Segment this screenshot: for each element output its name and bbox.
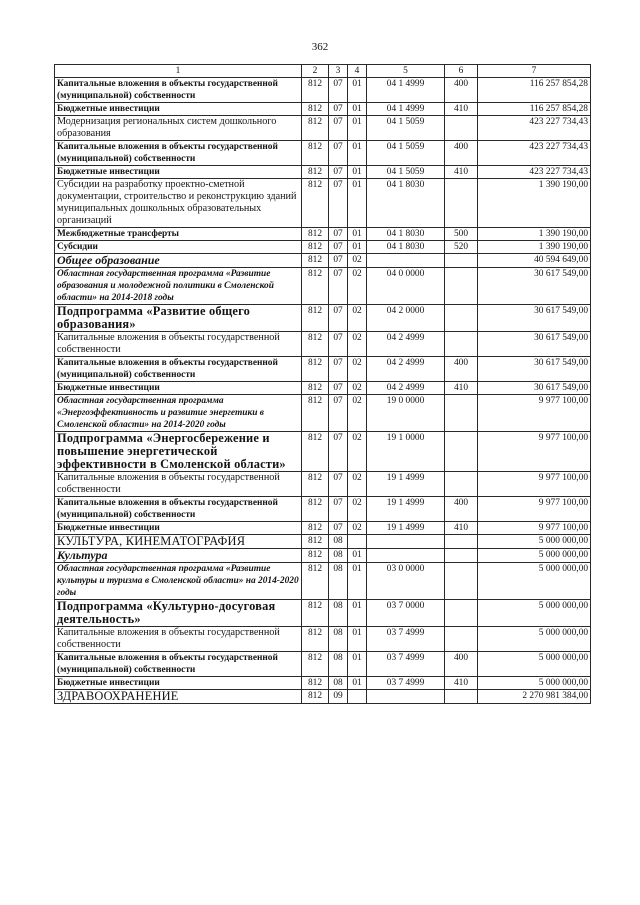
ministry-code-cell: 812 xyxy=(302,535,329,549)
amount-cell: 1 390 190,00 xyxy=(478,228,591,241)
section-code-cell: 07 xyxy=(329,141,348,166)
expense-type-cell: 410 xyxy=(445,103,478,116)
table-row xyxy=(55,549,591,563)
ministry-code-cell: 812 xyxy=(302,179,329,228)
row-name-cell: Подпрограмма «Культурно-досуговая деятельность» xyxy=(55,600,302,627)
row-name-cell: Капитальные вложения в объекты государственной собственности xyxy=(55,332,302,357)
section-code-cell: 07 xyxy=(329,357,348,382)
amount-cell: 9 977 100,00 xyxy=(478,432,591,472)
ministry-code-cell: 812 xyxy=(302,254,329,268)
subsection-code-cell: 01 xyxy=(348,563,367,600)
section-code-cell: 07 xyxy=(329,78,348,103)
expense-type-cell xyxy=(445,690,478,704)
target-article-cell: 19 1 0000 xyxy=(367,432,445,472)
amount-cell: 423 227 734,43 xyxy=(478,116,591,141)
subsection-code-cell: 02 xyxy=(348,382,367,395)
header-cell: 7 xyxy=(478,65,591,78)
ministry-code-cell: 812 xyxy=(302,497,329,522)
target-article-cell: 19 1 4999 xyxy=(367,497,445,522)
subsection-code-cell: 02 xyxy=(348,332,367,357)
subsection-code-cell: 01 xyxy=(348,103,367,116)
amount-cell: 5 000 000,00 xyxy=(478,677,591,690)
amount-cell: 1 390 190,00 xyxy=(478,241,591,254)
section-code-cell: 09 xyxy=(329,690,348,704)
row-name-cell: Бюджетные инвестиции xyxy=(55,103,302,116)
table-row xyxy=(55,305,591,332)
table-row xyxy=(55,563,591,600)
amount-cell: 116 257 854,28 xyxy=(478,78,591,103)
amount-cell: 30 617 549,00 xyxy=(478,305,591,332)
subsection-code-cell: 02 xyxy=(348,472,367,497)
ministry-code-cell: 812 xyxy=(302,549,329,563)
ministry-code-cell: 812 xyxy=(302,522,329,535)
section-code-cell: 07 xyxy=(329,497,348,522)
subsection-code-cell xyxy=(348,535,367,549)
target-article-cell: 04 1 8030 xyxy=(367,228,445,241)
amount-cell: 9 977 100,00 xyxy=(478,497,591,522)
subsection-code-cell: 02 xyxy=(348,497,367,522)
table-row xyxy=(55,472,591,497)
section-code-cell: 08 xyxy=(329,677,348,690)
row-name-cell: Областная государственная программа «Развитие образования и молодежной политики в Смоленской области» на 2014-2018 годы xyxy=(55,268,302,305)
expense-type-cell xyxy=(445,254,478,268)
amount-cell: 5 000 000,00 xyxy=(478,600,591,627)
table-row xyxy=(55,627,591,652)
table-row xyxy=(55,677,591,690)
section-code-cell: 07 xyxy=(329,395,348,432)
expense-type-cell xyxy=(445,268,478,305)
subsection-code-cell: 01 xyxy=(348,627,367,652)
expense-type-cell xyxy=(445,432,478,472)
section-code-cell: 07 xyxy=(329,116,348,141)
ministry-code-cell: 812 xyxy=(302,690,329,704)
section-code-cell: 08 xyxy=(329,600,348,627)
target-article-cell: 04 1 8030 xyxy=(367,241,445,254)
budget-table xyxy=(54,64,591,704)
row-name-cell: Капитальные вложения в объекты государственной (муниципальной) собственности xyxy=(55,141,302,166)
row-name-cell: Межбюджетные трансферты xyxy=(55,228,302,241)
subsection-code-cell: 01 xyxy=(348,677,367,690)
row-name-cell: Бюджетные инвестиции xyxy=(55,677,302,690)
table-row xyxy=(55,432,591,472)
amount-cell: 5 000 000,00 xyxy=(478,627,591,652)
target-article-cell xyxy=(367,535,445,549)
ministry-code-cell: 812 xyxy=(302,332,329,357)
section-code-cell: 07 xyxy=(329,228,348,241)
ministry-code-cell: 812 xyxy=(302,395,329,432)
section-code-cell: 07 xyxy=(329,268,348,305)
target-article-cell: 04 1 4999 xyxy=(367,103,445,116)
table-row xyxy=(55,166,591,179)
ministry-code-cell: 812 xyxy=(302,357,329,382)
expense-type-cell: 400 xyxy=(445,141,478,166)
target-article-cell: 04 0 0000 xyxy=(367,268,445,305)
table-row xyxy=(55,116,591,141)
subsection-code-cell: 02 xyxy=(348,268,367,305)
header-cell: 5 xyxy=(367,65,445,78)
section-code-cell: 07 xyxy=(329,103,348,116)
subsection-code-cell: 02 xyxy=(348,522,367,535)
expense-type-cell xyxy=(445,116,478,141)
subsection-code-cell: 01 xyxy=(348,549,367,563)
subsection-code-cell: 01 xyxy=(348,179,367,228)
amount-cell: 116 257 854,28 xyxy=(478,103,591,116)
amount-cell: 40 594 649,00 xyxy=(478,254,591,268)
ministry-code-cell: 812 xyxy=(302,78,329,103)
amount-cell: 5 000 000,00 xyxy=(478,535,591,549)
table-row xyxy=(55,78,591,103)
table-row xyxy=(55,600,591,627)
target-article-cell: 19 1 4999 xyxy=(367,472,445,497)
expense-type-cell: 400 xyxy=(445,497,478,522)
table-row xyxy=(55,497,591,522)
row-name-cell: Культура xyxy=(55,549,302,563)
ministry-code-cell: 812 xyxy=(302,241,329,254)
subsection-code-cell: 01 xyxy=(348,116,367,141)
amount-cell: 30 617 549,00 xyxy=(478,268,591,305)
subsection-code-cell: 01 xyxy=(348,78,367,103)
subsection-code-cell: 01 xyxy=(348,141,367,166)
table-row xyxy=(55,395,591,432)
expense-type-cell xyxy=(445,627,478,652)
row-name-cell: Капитальные вложения в объекты государственной собственности xyxy=(55,472,302,497)
ministry-code-cell: 812 xyxy=(302,432,329,472)
row-name-cell: Бюджетные инвестиции xyxy=(55,522,302,535)
row-name-cell: ЗДРАВООХРАНЕНИЕ xyxy=(55,690,302,704)
table-row xyxy=(55,535,591,549)
header-cell: 3 xyxy=(329,65,348,78)
amount-cell: 9 977 100,00 xyxy=(478,472,591,497)
table-row xyxy=(55,332,591,357)
ministry-code-cell: 812 xyxy=(302,268,329,305)
expense-type-cell: 410 xyxy=(445,522,478,535)
target-article-cell: 19 1 4999 xyxy=(367,522,445,535)
ministry-code-cell: 812 xyxy=(302,382,329,395)
row-name-cell: Капитальные вложения в объекты государственной (муниципальной) собственности xyxy=(55,357,302,382)
target-article-cell: 04 1 5059 xyxy=(367,166,445,179)
amount-cell: 30 617 549,00 xyxy=(478,357,591,382)
expense-type-cell: 500 xyxy=(445,228,478,241)
amount-cell: 5 000 000,00 xyxy=(478,563,591,600)
amount-cell: 1 390 190,00 xyxy=(478,179,591,228)
amount-cell: 423 227 734,43 xyxy=(478,141,591,166)
ministry-code-cell: 812 xyxy=(302,116,329,141)
target-article-cell: 04 1 8030 xyxy=(367,179,445,228)
target-article-cell xyxy=(367,690,445,704)
section-code-cell: 07 xyxy=(329,472,348,497)
subsection-code-cell xyxy=(348,690,367,704)
table-row xyxy=(55,241,591,254)
section-code-cell: 07 xyxy=(329,241,348,254)
row-name-cell: Подпрограмма «Энергосбережение и повышение энергетической эффективности в Смоленской области» xyxy=(55,432,302,472)
ministry-code-cell: 812 xyxy=(302,103,329,116)
table-row xyxy=(55,357,591,382)
target-article-cell: 04 2 0000 xyxy=(367,305,445,332)
amount-cell: 9 977 100,00 xyxy=(478,395,591,432)
target-article-cell: 19 0 0000 xyxy=(367,395,445,432)
expense-type-cell: 410 xyxy=(445,677,478,690)
subsection-code-cell: 02 xyxy=(348,357,367,382)
row-name-cell: Капитальные вложения в объекты государственной (муниципальной) собственности xyxy=(55,78,302,103)
row-name-cell: Бюджетные инвестиции xyxy=(55,166,302,179)
amount-cell: 9 977 100,00 xyxy=(478,522,591,535)
amount-cell: 5 000 000,00 xyxy=(478,652,591,677)
ministry-code-cell: 812 xyxy=(302,472,329,497)
expense-type-cell xyxy=(445,549,478,563)
table-row xyxy=(55,268,591,305)
header-cell: 2 xyxy=(302,65,329,78)
expense-type-cell xyxy=(445,472,478,497)
ministry-code-cell: 812 xyxy=(302,627,329,652)
table-row xyxy=(55,141,591,166)
section-code-cell: 07 xyxy=(329,332,348,357)
target-article-cell xyxy=(367,254,445,268)
subsection-code-cell: 01 xyxy=(348,652,367,677)
expense-type-cell: 400 xyxy=(445,652,478,677)
section-code-cell: 08 xyxy=(329,535,348,549)
section-code-cell: 07 xyxy=(329,305,348,332)
ministry-code-cell: 812 xyxy=(302,652,329,677)
section-code-cell: 07 xyxy=(329,179,348,228)
table-row xyxy=(55,254,591,268)
section-code-cell: 07 xyxy=(329,432,348,472)
target-article-cell: 03 7 0000 xyxy=(367,600,445,627)
row-name-cell: Субсидии xyxy=(55,241,302,254)
expense-type-cell xyxy=(445,563,478,600)
ministry-code-cell: 812 xyxy=(302,228,329,241)
table-row xyxy=(55,103,591,116)
ministry-code-cell: 812 xyxy=(302,166,329,179)
row-name-cell: Бюджетные инвестиции xyxy=(55,382,302,395)
target-article-cell: 04 2 4999 xyxy=(367,332,445,357)
table-row xyxy=(55,179,591,228)
section-code-cell: 07 xyxy=(329,522,348,535)
row-name-cell: Капитальные вложения в объекты государственной собственности xyxy=(55,627,302,652)
amount-cell: 30 617 549,00 xyxy=(478,332,591,357)
table-row xyxy=(55,522,591,535)
expense-type-cell: 400 xyxy=(445,357,478,382)
amount-cell: 2 270 981 384,00 xyxy=(478,690,591,704)
expense-type-cell: 410 xyxy=(445,166,478,179)
target-article-cell: 04 2 4999 xyxy=(367,382,445,395)
target-article-cell: 04 1 4999 xyxy=(367,78,445,103)
header-cell: 1 xyxy=(55,65,302,78)
subsection-code-cell: 01 xyxy=(348,228,367,241)
row-name-cell: КУЛЬТУРА, КИНЕМАТОГРАФИЯ xyxy=(55,535,302,549)
expense-type-cell: 410 xyxy=(445,382,478,395)
expense-type-cell xyxy=(445,600,478,627)
subsection-code-cell: 01 xyxy=(348,241,367,254)
subsection-code-cell: 02 xyxy=(348,305,367,332)
page-number: 362 xyxy=(311,41,329,53)
amount-cell: 5 000 000,00 xyxy=(478,549,591,563)
subsection-code-cell: 02 xyxy=(348,432,367,472)
amount-cell: 30 617 549,00 xyxy=(478,382,591,395)
row-name-cell: Подпрограмма «Развитие общего образования» xyxy=(55,305,302,332)
expense-type-cell: 400 xyxy=(445,78,478,103)
table-row xyxy=(55,690,591,704)
table-row xyxy=(55,228,591,241)
subsection-code-cell: 01 xyxy=(348,600,367,627)
table-row xyxy=(55,652,591,677)
amount-cell: 423 227 734,43 xyxy=(478,166,591,179)
expense-type-cell xyxy=(445,305,478,332)
target-article-cell xyxy=(367,549,445,563)
target-article-cell: 04 2 4999 xyxy=(367,357,445,382)
section-code-cell: 08 xyxy=(329,549,348,563)
ministry-code-cell: 812 xyxy=(302,677,329,690)
row-name-cell: Областная государственная программа «Развитие культуры и туризма в Смоленской области» на 2014-2020 годы xyxy=(55,563,302,600)
section-code-cell: 08 xyxy=(329,563,348,600)
section-code-cell: 07 xyxy=(329,382,348,395)
row-name-cell: Субсидии на разработку проектно-сметной документации, строительство и реконструкцию зданий муниципальных дошкольных образовательных организаций xyxy=(55,179,302,228)
target-article-cell: 04 1 5059 xyxy=(367,116,445,141)
section-code-cell: 07 xyxy=(329,166,348,179)
expense-type-cell xyxy=(445,179,478,228)
table-row xyxy=(55,382,591,395)
expense-type-cell xyxy=(445,395,478,432)
section-code-cell: 08 xyxy=(329,652,348,677)
row-name-cell: Областная государственная программа «Энергоэффективность и развитие энергетики в Смоленской области» на 2014-2020 годы xyxy=(55,395,302,432)
subsection-code-cell: 01 xyxy=(348,166,367,179)
section-code-cell: 08 xyxy=(329,627,348,652)
subsection-code-cell: 02 xyxy=(348,254,367,268)
ministry-code-cell: 812 xyxy=(302,141,329,166)
header-row xyxy=(55,65,591,78)
expense-type-cell xyxy=(445,332,478,357)
expense-type-cell xyxy=(445,535,478,549)
header-cell: 4 xyxy=(348,65,367,78)
row-name-cell: Капитальные вложения в объекты государственной (муниципальной) собственности xyxy=(55,497,302,522)
section-code-cell: 07 xyxy=(329,254,348,268)
row-name-cell: Общее образование xyxy=(55,254,302,268)
header-cell: 6 xyxy=(445,65,478,78)
target-article-cell: 03 7 4999 xyxy=(367,677,445,690)
target-article-cell: 03 7 4999 xyxy=(367,627,445,652)
row-name-cell: Капитальные вложения в объекты государственной (муниципальной) собственности xyxy=(55,652,302,677)
target-article-cell: 04 1 5059 xyxy=(367,141,445,166)
ministry-code-cell: 812 xyxy=(302,563,329,600)
target-article-cell: 03 0 0000 xyxy=(367,563,445,600)
expense-type-cell: 520 xyxy=(445,241,478,254)
ministry-code-cell: 812 xyxy=(302,600,329,627)
target-article-cell: 03 7 4999 xyxy=(367,652,445,677)
subsection-code-cell: 02 xyxy=(348,395,367,432)
ministry-code-cell: 812 xyxy=(302,305,329,332)
row-name-cell: Модернизация региональных систем дошкольного образования xyxy=(55,116,302,141)
